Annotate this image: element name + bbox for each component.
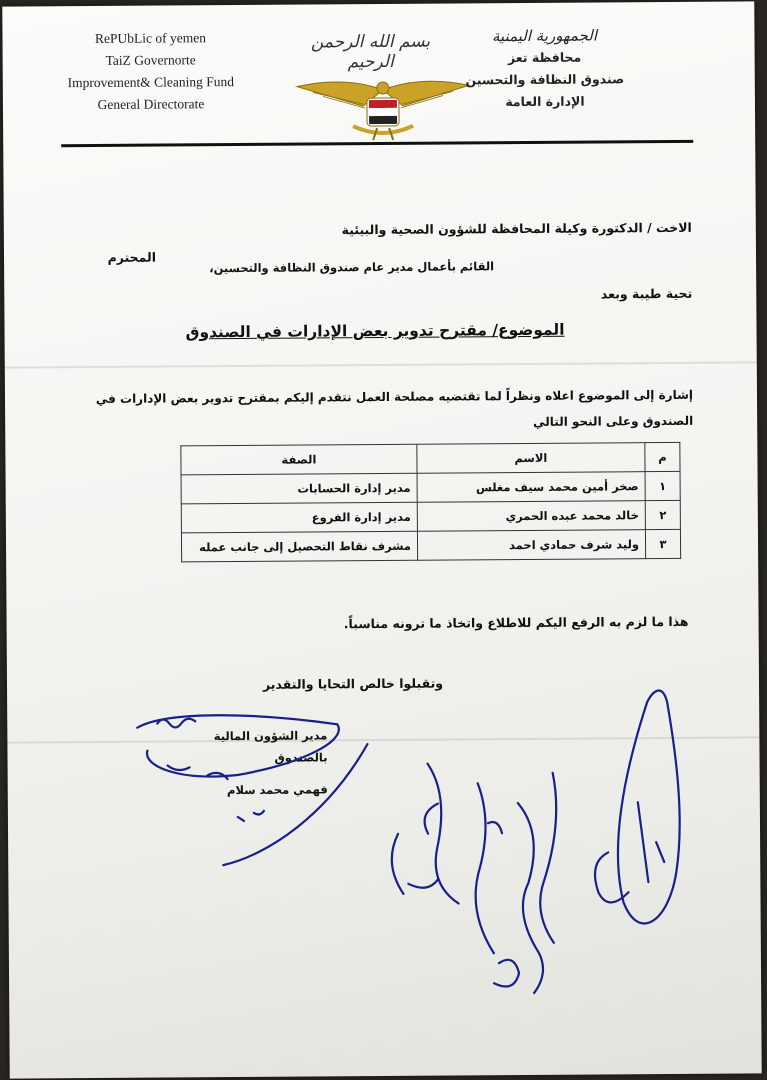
subject-line: الموضوع/ مقترح تدوير بعض الإدارات في الصندوق [185, 320, 565, 342]
paper-fold [5, 361, 757, 368]
letterhead-governorate: TaiZ Governorte [105, 52, 196, 68]
header-title: الصفة [181, 444, 417, 475]
row-title: مدير إدارة الحسابات [181, 473, 417, 504]
table-row [181, 471, 680, 503]
letterhead-arabic-directorate: الإدارة العامة [505, 93, 585, 110]
row-title: مشرف نقاط التحصيل إلى جانب عمله [181, 531, 417, 562]
regards-line: وتقبلوا خالص التحايا والتقدير [262, 675, 444, 692]
row-num: ١ [645, 471, 680, 500]
table-row [181, 500, 680, 532]
letterhead-arabic-governorate: محافظة تعز [507, 49, 582, 66]
greeting: تحية طيبة وبعد [600, 285, 693, 302]
honorific: المحترم [107, 249, 157, 265]
approval-scribble [595, 852, 629, 902]
row-title: مدير إدارة الفروع [181, 502, 417, 533]
margin-note-stroke [494, 960, 519, 987]
document-page [2, 1, 761, 1078]
header-num: م [645, 442, 680, 471]
letterhead-arabic [444, 24, 645, 113]
margin-note-stroke [539, 773, 557, 943]
letterhead-english [50, 27, 251, 116]
recipient-line: الاخت / الدكتورة وكيلة المحافظة للشؤون الصحية والبيئية [341, 219, 692, 238]
row-name: وليد شرف حمادي احمد [417, 530, 645, 561]
margin-note-stroke [424, 763, 458, 903]
body-line-2: الصندوق وعلى النحو التالي [533, 413, 694, 429]
approval-loop-stroke [617, 690, 681, 923]
signatory-title: مدير الشؤون المالية بالصندوق [213, 728, 328, 765]
table-header-row [181, 442, 680, 474]
header-name: الاسم [417, 443, 645, 474]
signature-number-scribble [238, 811, 264, 821]
approval-scribble [638, 802, 665, 882]
body-line-1: إشارة إلى الموضوع اعلاه ونظراً لما تقتضيه مصلحة العمل نتقدم إليكم بمقترح تدوير بعض الإدارات في [95, 387, 694, 406]
basmala: بسم الله الرحمن الرحيم [310, 31, 431, 73]
signatory-name: فهمي محمد سلام [226, 782, 328, 798]
row-name: صخر أمين محمد سيف مغلس [417, 472, 645, 503]
letterhead-fund: Improvement& Cleaning Fund [67, 74, 235, 91]
letterhead-country: RePUbLic of yemen [94, 30, 207, 46]
row-num: ٣ [645, 529, 680, 558]
recipient-role: القائم بأعمال مدير عام صندوق النظافة والتحسين، [209, 259, 495, 276]
margin-note-stroke [518, 803, 543, 993]
rotation-table [180, 442, 681, 562]
table-row [181, 529, 680, 561]
margin-note-stroke [475, 783, 503, 953]
letterhead-arabic-fund: صندوق النظافة والتحسين [465, 71, 625, 88]
signatory-block [157, 724, 328, 801]
row-num: ٢ [645, 500, 680, 529]
paper-fold [7, 736, 759, 743]
letterhead-arabic-country: الجمهورية اليمنية [491, 26, 598, 46]
letterhead-directorate: General Directorate [97, 96, 205, 112]
margin-note-stroke [392, 834, 439, 894]
row-name: خالد محمد عبده الحمري [417, 501, 645, 532]
closing-line: هذا ما لزم به الرفع اليكم للاطلاع واتخاذ ما ترونه مناسباً. [343, 613, 689, 632]
